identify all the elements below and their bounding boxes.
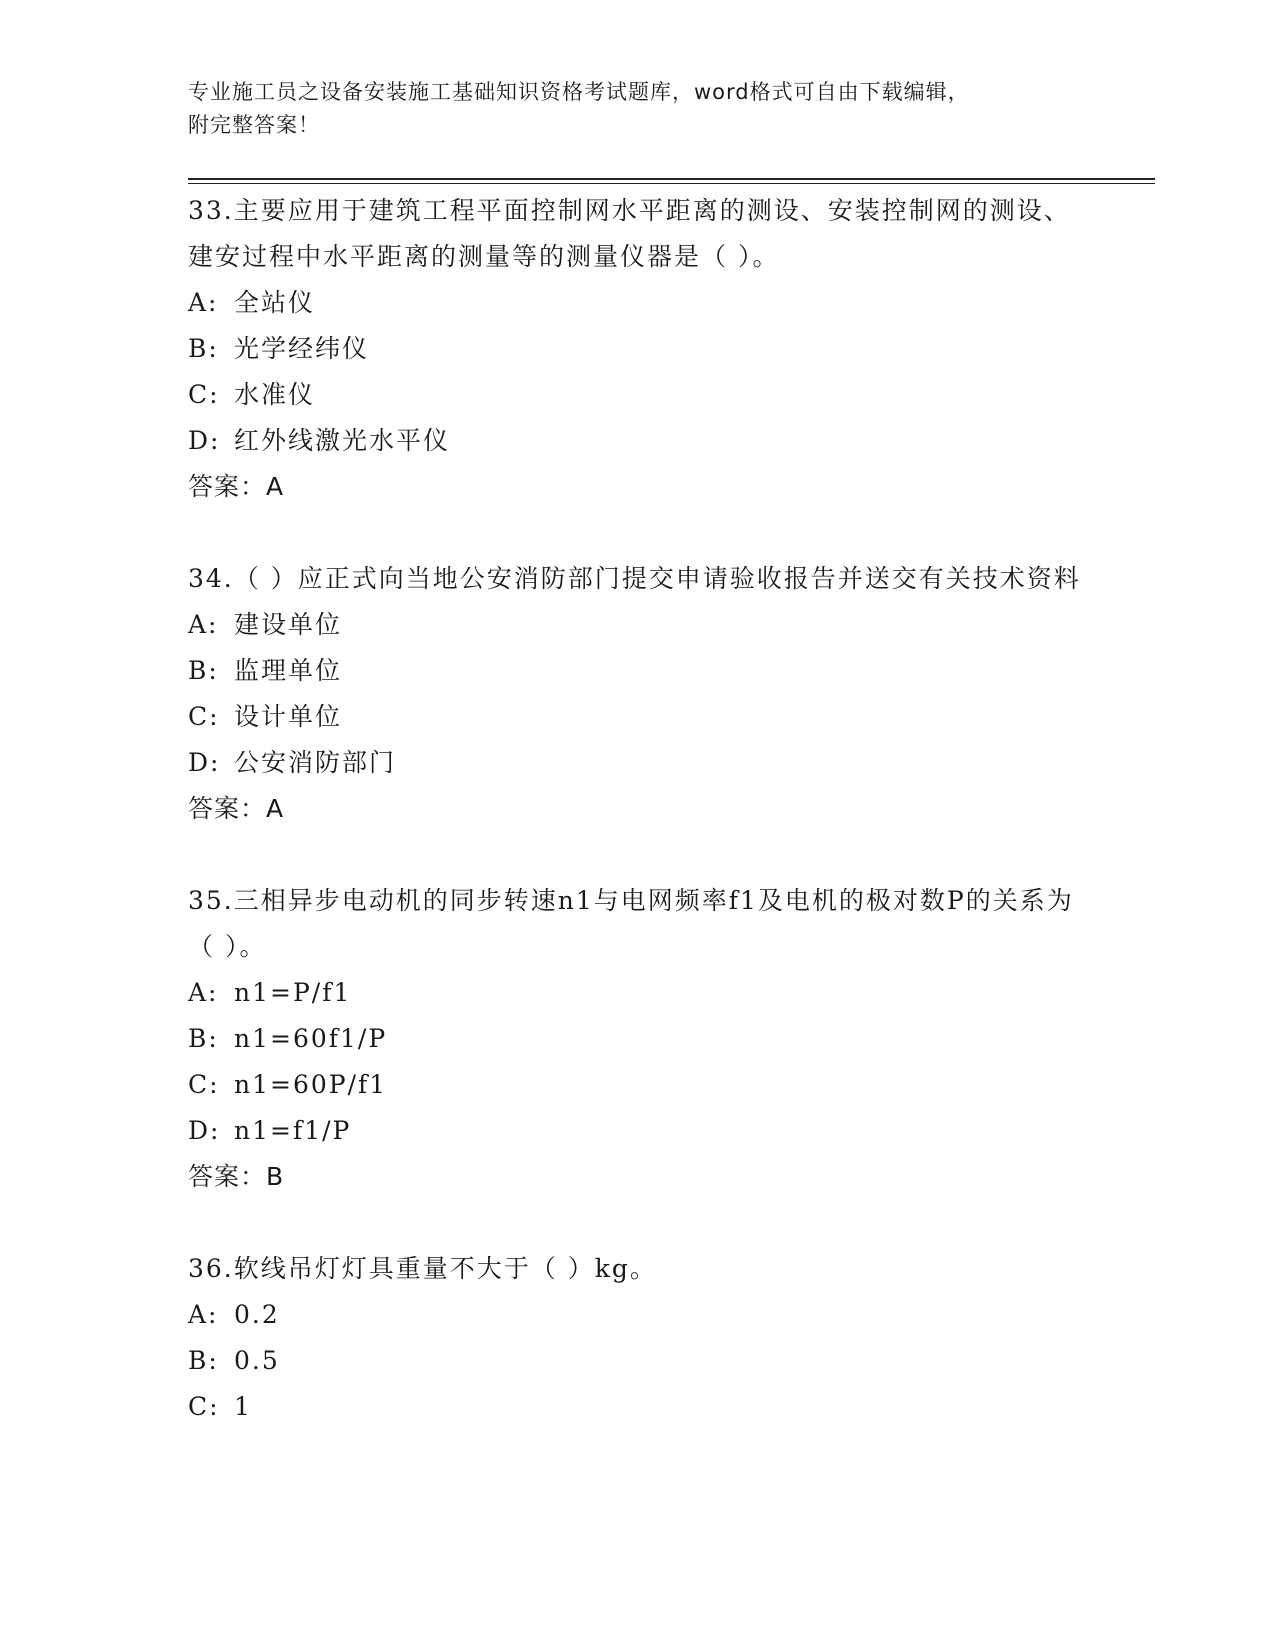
option-text: 建设单位: [234, 610, 343, 639]
option-text: 光学经纬仪: [234, 334, 370, 363]
option-text: 监理单位: [234, 656, 343, 685]
header-line-2: 附完整答案！: [188, 113, 320, 137]
header-divider-thick: [188, 178, 1155, 180]
header-line-1: 专业施工员之设备安装施工基础知识资格考试题库，word格式可自由下载编辑，: [188, 80, 970, 104]
option-key: B:: [188, 1024, 219, 1053]
option-text: 红外线激光水平仪: [234, 426, 451, 455]
option-text: 设计单位: [234, 702, 343, 731]
option-key: C:: [188, 702, 220, 731]
question-34: [188, 556, 1088, 832]
option-key: B:: [188, 334, 219, 363]
option-text: 0.5: [234, 1346, 280, 1375]
option-text: n1=60f1/P: [234, 1024, 388, 1053]
option-b: [188, 1016, 1088, 1062]
option-key: D:: [188, 1116, 221, 1145]
question-stem: 36.软线吊灯灯具重量不大于（ ）kg。: [188, 1254, 657, 1283]
option-text: n1=P/f1: [234, 978, 352, 1007]
option-d: [188, 740, 1088, 786]
question-stem: 35.三相异步电动机的同步转速n1与电网频率f1及电机的极对数P的关系为（ ）。: [188, 886, 1074, 961]
option-d: [188, 418, 1088, 464]
option-text: 0.2: [234, 1300, 280, 1329]
option-key: C:: [188, 1070, 220, 1099]
option-text: n1=60P/f1: [234, 1070, 388, 1099]
option-c: [188, 372, 1088, 418]
question-35: [188, 878, 1088, 1200]
question-33: [188, 188, 1088, 510]
option-a: [188, 1292, 1088, 1338]
question-stem: 33.主要应用于建筑工程平面控制网水平距离的测设、安装控制网的测设、建安过程中水平距离的测量等的测量仪器是（ ）。: [188, 196, 1071, 271]
option-text: n1=f1/P: [234, 1116, 352, 1145]
option-text: 全站仪: [234, 288, 316, 317]
option-b: [188, 648, 1088, 694]
option-key: B:: [188, 656, 219, 685]
answer-line: 答案：B: [188, 1162, 285, 1191]
option-key: D:: [188, 748, 221, 777]
option-c: [188, 1384, 1088, 1430]
question-stem: 34.（ ）应正式向当地公安消防部门提交申请验收报告并送交有关技术资料: [188, 564, 1081, 593]
option-text: 公安消防部门: [234, 748, 397, 777]
option-d: [188, 1108, 1088, 1154]
option-b: [188, 1338, 1088, 1384]
option-key: A:: [188, 1300, 219, 1329]
question-list: [188, 188, 1088, 1476]
answer-line: 答案：A: [188, 794, 285, 823]
header-divider-thin: [188, 183, 1155, 184]
option-key: C:: [188, 1392, 220, 1421]
question-36: [188, 1246, 1088, 1430]
option-key: A:: [188, 610, 219, 639]
option-key: B:: [188, 1346, 219, 1375]
option-a: [188, 602, 1088, 648]
option-key: D:: [188, 426, 221, 455]
option-text: 1: [234, 1392, 252, 1421]
option-c: [188, 694, 1088, 740]
option-key: A:: [188, 978, 219, 1007]
option-key: C:: [188, 380, 220, 409]
option-text: 水准仪: [234, 380, 316, 409]
document-header: [188, 76, 1068, 142]
option-b: [188, 326, 1088, 372]
answer-line: 答案：A: [188, 472, 285, 501]
option-c: [188, 1062, 1088, 1108]
option-key: A:: [188, 288, 219, 317]
option-a: [188, 970, 1088, 1016]
option-a: [188, 280, 1088, 326]
